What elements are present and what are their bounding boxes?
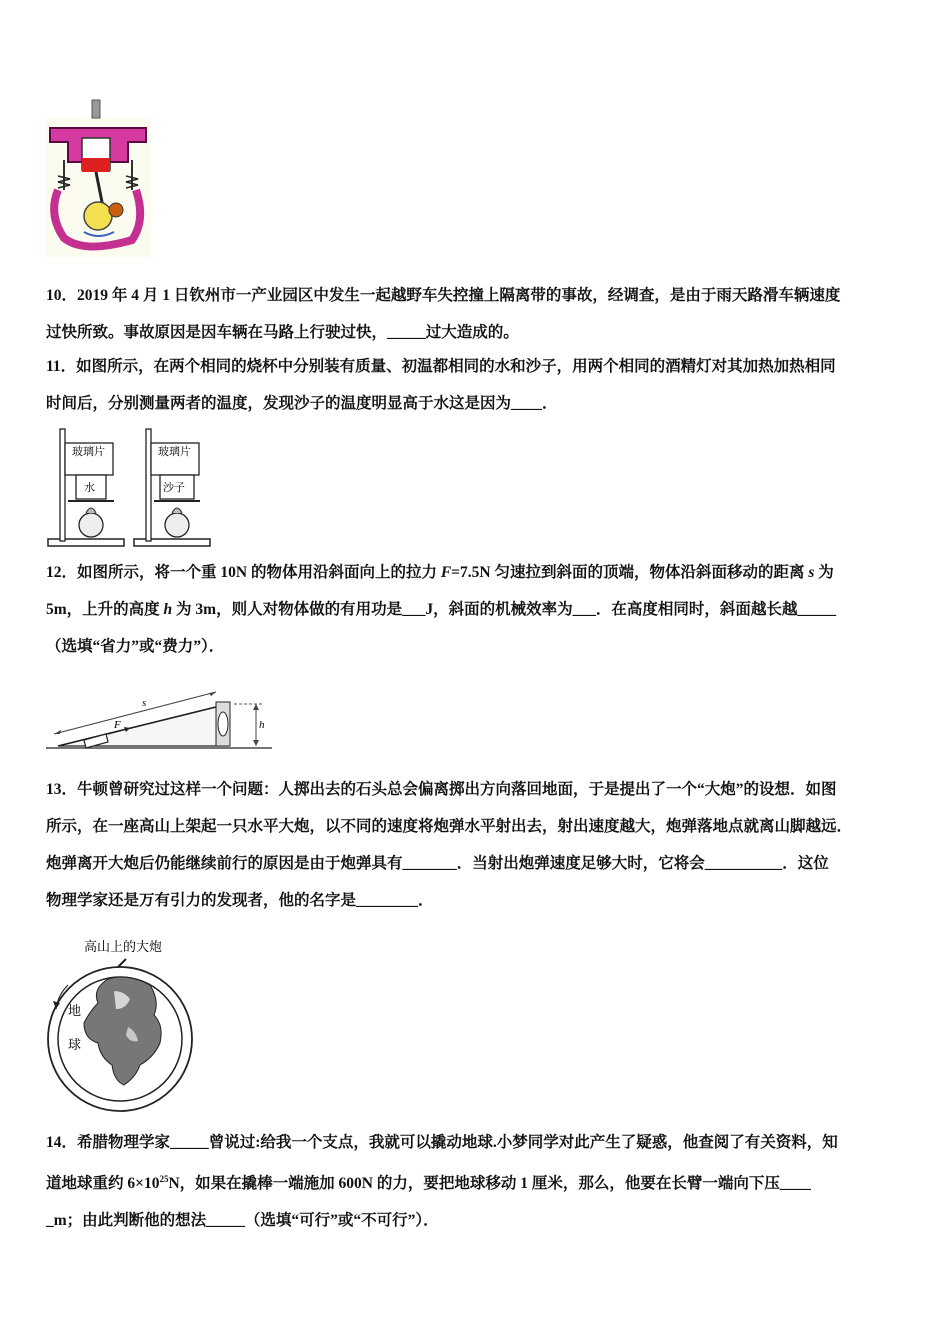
engine-diagram	[44, 98, 152, 258]
q10-line2: 过快所致。事故原因是因车辆在马路上行驶过快，_____过大造成的。	[46, 324, 519, 341]
question-14	[46, 1124, 912, 1239]
q13-earth-char2: 球	[68, 1038, 82, 1053]
q12-line1	[46, 554, 912, 591]
q12-symbol-s: s	[808, 564, 815, 581]
q13-line3: 炮弹离开大炮后仍能继续前行的原因是由于炮弹具有_______．当射出炮弹速度足够大时，它将会__________．这位	[46, 855, 829, 872]
q11-line1: 11．如图所示，在两个相同的烧杯中分别装有质量、初温都相同的水和沙子，用两个相同的酒精灯对其加热加热相同	[46, 358, 836, 375]
q12-line1-b: =7.5N 匀速拉到斜面的顶端，物体沿斜面移动的距离	[451, 564, 809, 581]
q12-line2-b: 为 3m，则人对物体做的有用功是___J，斜面的机械效率为___．在高度相同时，斜面越长越_____	[172, 601, 837, 618]
q12-fig-s: s	[142, 697, 147, 709]
q14-line1: 14．希腊物理学家_____曾说过:给我一个支点，我就可以撬动地球.小梦同学对此产生了疑惑，他查阅了有关资料，知	[46, 1134, 838, 1151]
newton-cannon-figure	[44, 935, 194, 1125]
q14-exponent: 25	[159, 1174, 169, 1184]
heating-apparatus-figure	[46, 425, 212, 550]
q14-line3: _m；由此判断他的想法_____（选填“可行”或“不可行”）．	[46, 1212, 439, 1230]
q14-line2-b: N，如果在撬棒一端施加 600N 的力，要把地球移动 1 厘米，那么，他要在长臂一端向下压____	[168, 1175, 811, 1193]
water-setup	[48, 429, 124, 546]
q12-line3: （选填“省力”或“费力”）．	[46, 638, 225, 655]
q11-water-label: 水	[84, 481, 95, 494]
q12-symbol-F: F	[440, 564, 452, 581]
q11-sheet-label-2: 玻璃片	[158, 445, 191, 458]
sand-setup	[134, 429, 210, 546]
question-13	[46, 771, 912, 919]
q13-earth-char1: 地	[68, 1004, 82, 1019]
question-11	[46, 348, 912, 422]
q13-line4: 物理学家还是万有引力的发现者，他的名字是________．	[46, 892, 434, 909]
question-10	[46, 277, 912, 351]
q12-line2	[46, 591, 912, 628]
question-12	[46, 554, 912, 665]
q13-caption: 高山上的大炮	[84, 940, 163, 955]
q13-line2: 所示，在一座高山上架起一只水平大炮，以不同的速度将炮弹水平射出去，射出速度越大，炮弹落地点就离山脚越远．	[46, 818, 853, 835]
q11-line2: 时间后，分别测量两者的温度，发现沙子的温度明显高于水这是因为____．	[46, 395, 558, 412]
q12-line1-c: 为	[814, 564, 834, 581]
q14-line2-a: 道地球重约 6×10	[46, 1175, 160, 1193]
q12-symbol-h: h	[163, 601, 173, 618]
inclined-plane-figure	[44, 670, 274, 752]
q12-fig-F: F	[114, 719, 121, 731]
q13-line1: 13．牛顿曾研究过这样一个问题：人掷出去的石头总会偏离掷出方向落回地面，于是提出了一个“大炮”的设想．如图	[46, 781, 837, 798]
q12-line2-a: 5m，上升的高度	[46, 601, 164, 618]
q12-line1-a: 12．如图所示，将一个重 10N 的物体用沿斜面向上的拉力	[46, 564, 441, 581]
q11-sheet-label-1: 玻璃片	[72, 445, 105, 458]
q12-fig-h: h	[259, 719, 265, 731]
q10-line1: 10．2019 年 4 月 1 日钦州市一产业园区中发生一起越野车失控撞上隔离带的事故，经调查，是由于雨天路滑车辆速度	[46, 287, 841, 304]
q14-line2	[46, 1161, 912, 1202]
q11-sand-label: 沙子	[163, 481, 185, 494]
